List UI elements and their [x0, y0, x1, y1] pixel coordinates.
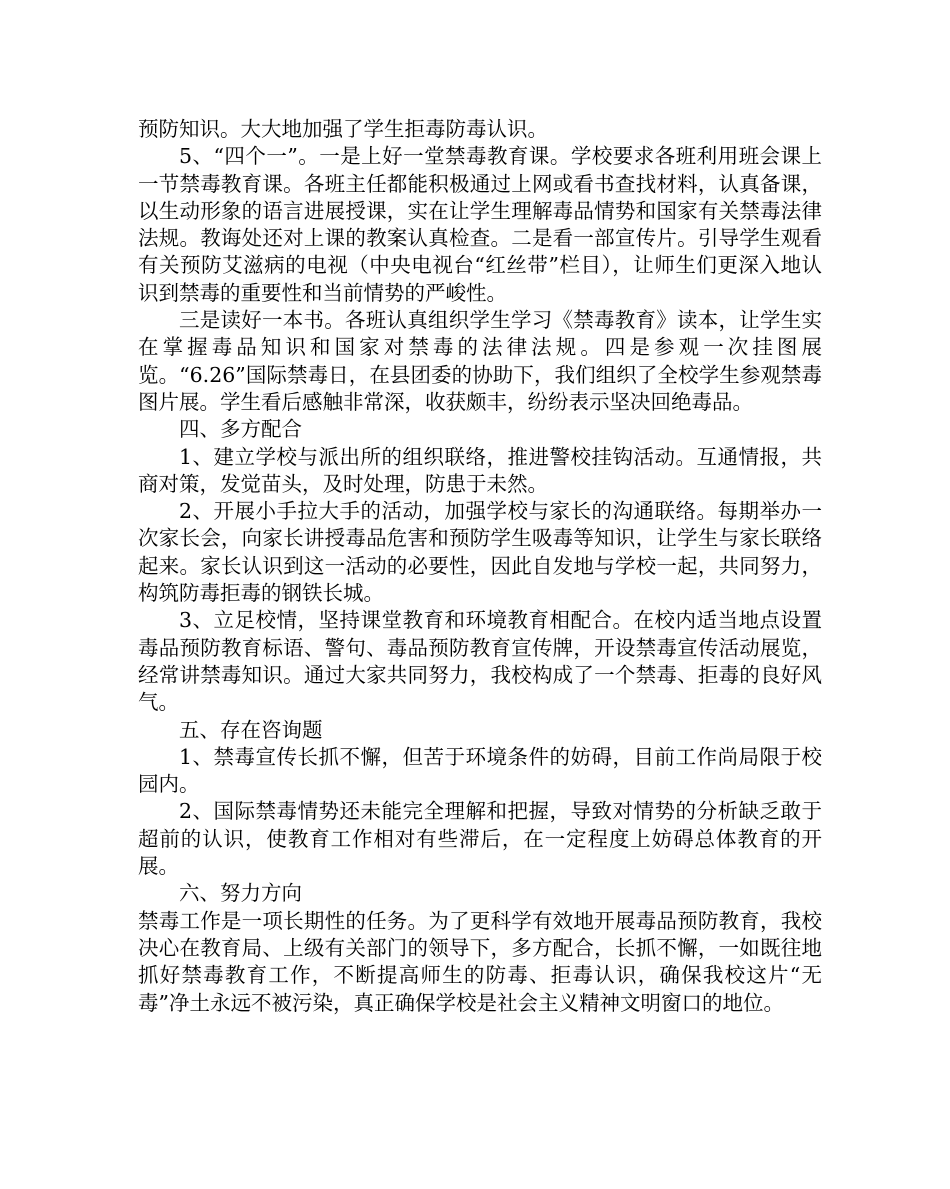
paragraph-continuation: 预防知识。大大地加强了学生拒毒防毒认识。: [138, 117, 548, 141]
paragraph-parents: 2、开展小手拉大手的活动，加强学校与家长的沟通联络。每期举办一次家长会，向家长讲授毒品危害和预防学生吸毒等知识，让学生与家长联络起来。家长认识到这一活动的必要性，因此自发地与学校一起，共同努力，构筑防毒拒毒的钢铁长城。: [138, 499, 822, 606]
paragraph-direction: 禁毒工作是一项长期性的任务。为了更科学有效地开展毒品预防教育，我校决心在教育局、上级有关部门的领导下，多方配合，长抓不懈，一如既往地抓好禁毒教育工作，不断提高师生的防毒、拒毒认识，确保我校这片“无毒”净土永远不被污染，真正确保学校是社会主义精神文明窗口的地位。: [138, 908, 822, 1015]
paragraph-problem-1: 1、禁毒宣传长抓不懈，但苦于环境条件的妨碍，目前工作尚局限于校园内。: [138, 744, 822, 797]
paragraph-read-book: 三是读好一本书。各班认真组织学生学习《禁毒教育》读本，让学生实在掌握毒品知识和国家对禁毒的法律法规。四是参观一次挂图展览。“6.26”国际禁毒日，在县团委的协助下，我们组织了全校学生参观禁毒图片展。学生看后感触非常深，收获颇丰，纷纷表示坚决回绝毒品。: [138, 308, 822, 414]
paragraph-police-school: 1、建立学校与派出所的组织联络，推进警校挂钩活动。互通情报，共商对策，发觉苗头，及时处理，防患于未然。: [138, 444, 822, 496]
section-heading-cooperation: 四、多方配合: [179, 417, 302, 442]
paragraph-campus-environment: 3、立足校情，坚持课堂教育和环境教育相配合。在校内适当地点设置毒品预防教育标语、警句、毒品预防教育宣传牌，开设禁毒宣传活动展览，经常讲禁毒知识。通过大家共同努力，我校构成了一个禁毒、拒毒的良好风气。: [138, 608, 822, 715]
paragraph-four-ones: 5、“四个一”。一是上好一堂禁毒教育课。学校要求各班利用班会课上一节禁毒教育课。各班主任都能积极通过上网或看书查找材料，认真备课，以生动形象的语言进展授课，实在让学生理解毒品情势和国家有关禁毒法律法规。教诲处还对上课的教案认真检查。二是看一部宣传片。引导学生观看有关预防艾滋病的电视（中央电视台“红丝带”栏目），让师生们更深入地认识到禁毒的重要性和当前情势的严峻性。: [138, 144, 822, 305]
paragraph-problem-2: 2、国际禁毒情势还未能完全理解和把握，导致对情势的分析缺乏敢于超前的认识，使教育工作相对有些滞后，在一定程度上妨碍总体教育的开展。: [138, 799, 822, 879]
document-body: [138, 116, 822, 1017]
section-heading-direction: 六、努力方向: [179, 881, 302, 906]
section-heading-problems: 五、存在咨询题: [179, 717, 323, 742]
